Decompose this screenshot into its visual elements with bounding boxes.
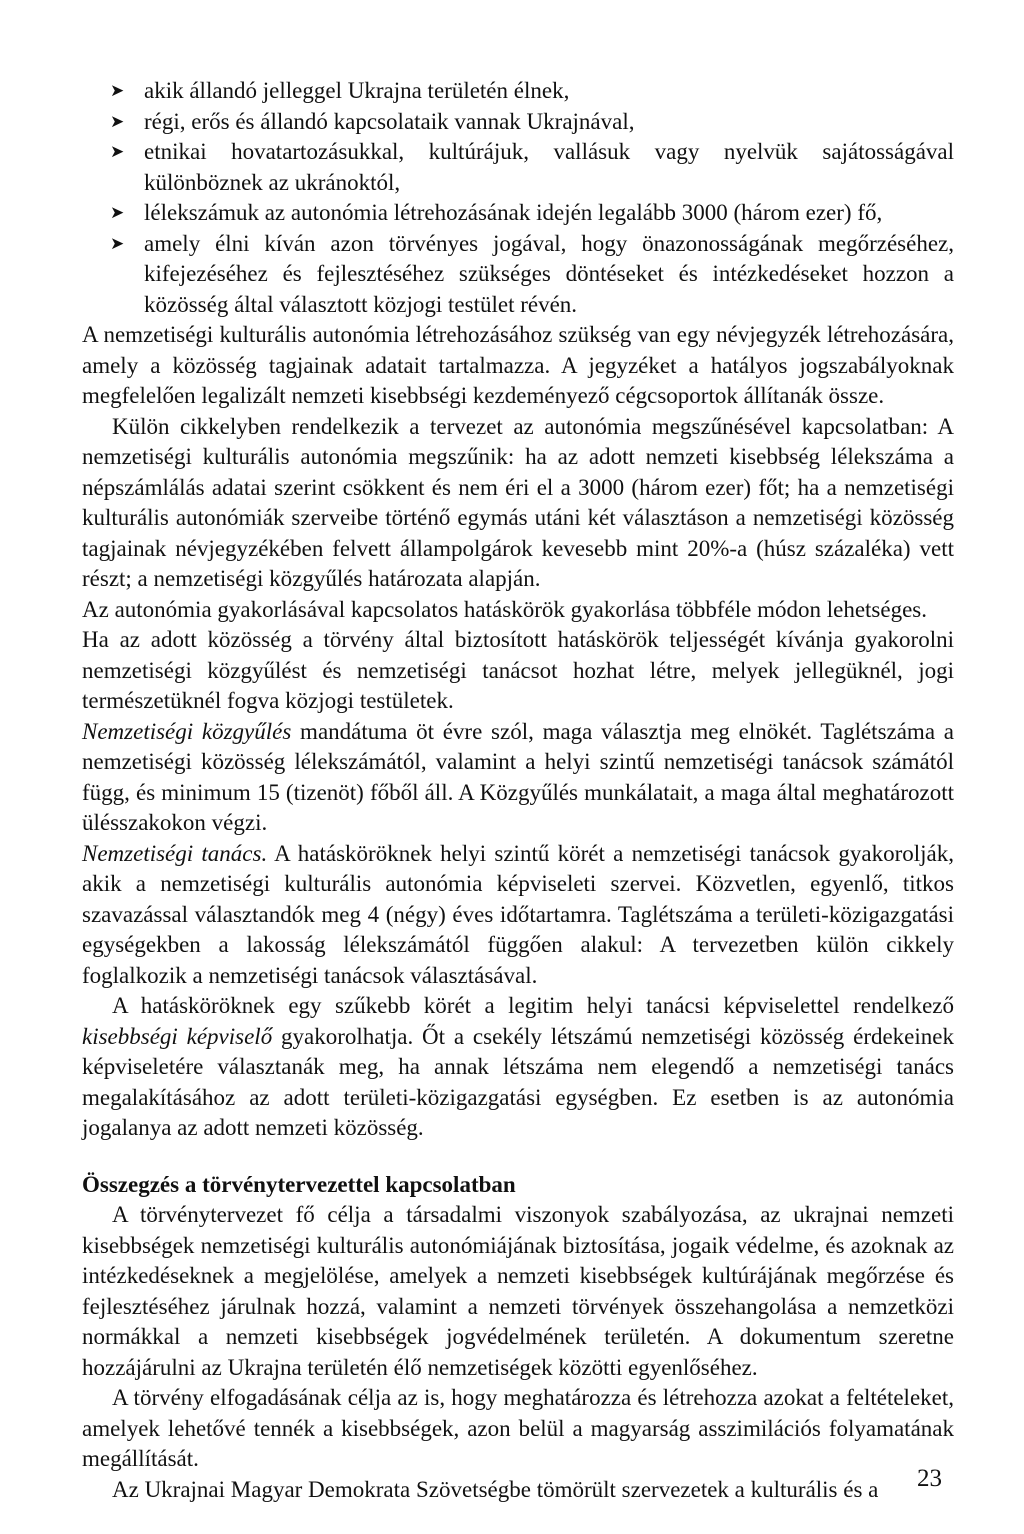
list-item [82,198,954,229]
paragraph-competences: Az autonómia gyakorlásával kapcsolatos hatáskörök gyakorlása többféle módon lehetséges. [82,596,927,622]
list-item [82,107,954,138]
paragraph-full-competences: Ha az adott közösség a törvény által biztosított hatáskörök teljességét kívánja gyakorolni nemzetiségi közgyűlést és nemzetiségi tanácsot hozhat létre, melyek jellegüknél, jogi természetüknél fogva közjogi testületek. [82,627,954,713]
list-item [82,229,954,321]
section-heading: Összegzés a törvénytervezettel kapcsolatban [82,1171,516,1197]
council-text: A hatásköröknek helyi szintű körét a nemzetiségi tanácsok gyakorolják, akik a nemzetiségi kulturális autonómia képviseleti szervei. Közvetlen, egyenlő, titkos szavazással választandók meg 4 (négy) éves időtartamra. Taglétszáma a területi-közigazgatási egységekben a lakosság lélekszámától függően alakul: A tervezetben külön cikkely foglalkozik a nemzetiségi tanácsok választásával. [82,840,954,988]
assembly-text: mandátuma öt évre szól, maga választja meg elnökét. Taglétszáma a nemzetiségi közösség lélekszámától, valamint a helyi szintű nemzetiségi tanácsok számától függ, és minimum 15 (tizenöt) főből áll. A Közgyűlés munkálatait, a maga által meghatározott ülésszakokon végzi. [82,718,954,835]
arrowhead-right-icon: ➤ [110,203,125,223]
paragraph-representative [82,991,954,1144]
list-item-text: akik állandó jelleggel Ukrajna területén élnek, [144,78,570,103]
list-item-text: lélekszámuk az autonómia létrehozásának idején legalább 3000 (három ezer) fő, [144,200,883,225]
term-assembly: Nemzetiségi közgyűlés [82,718,292,744]
page-body [82,76,954,1505]
list-item [82,137,954,198]
list-item-text: régi, erős és állandó kapcsolataik vannak Ukrajnával, [144,108,635,134]
list-item [82,76,954,107]
paragraph-assembly [82,717,954,839]
paragraph-termination: Külön cikkelyben rendelkezik a tervezet az autonómia megszűnésével kapcsolatban: A nemzetiségi kulturális autonómia megszűnik: ha az adott nemzeti kisebbség lélekszáma a népszámlálás adatai szerint csökkent és nem éri el a 3000 (három ezer) főt; ha a nemzetiségi kulturális autonómiák szerveibe történő egymás utáni két választáson a nemzetiségi közösség tagjainak névjegyzékében felvett állampolgárok kevesebb mint 20%-a (húsz százaléka) vett részt; a nemzetiségi közgyűlés határozata alapján. [82,413,954,591]
list-item-text: etnikai hovatartozásukkal, kultúrájuk, vallásuk vagy nyelvük sajátosságával különböznek az ukránoktól, [144,139,954,195]
term-representative: kisebbségi képviselő [82,1023,273,1049]
paragraph-summary: A törvénytervezet fő célja a társadalmi viszonyok szabályozása, az ukrajnai nemzeti kisebbségek nemzetiségi kulturális autonómiájának biztosítása, jogaik védelme, és azoknak az intézkedéseknek a megjelölése, amelyek a nemzeti kisebbségek kultúrájának megőrzése és fejlesztéséhez járulnak hozzá, valamint a nemzeti törvények összehangolása a nemzetközi normákkal a nemzeti kisebbségek jogvédelmének területén. A dokumentum szeretne hozzájárulni az Ukrajna területén élő nemzetiségek közötti egyenlőséhez. [82,1202,954,1380]
criteria-list [82,76,954,320]
arrowhead-right-icon: ➤ [110,111,125,132]
list-item-text: amely élni kíván azon törvényes jogával, hogy önazonosságának megőrzéséhez, kifejezéséhez és fejlesztéséhez szükséges döntéseket és intézkedéseket hozzon a közösség által választott közjogi testület révén. [144,230,954,317]
page-number: 23 [917,1465,942,1492]
representative-text-b: gyakorolhatja. Őt a csekély létszámú nemzetiségi közösség érdekeinek képviseletére választanák meg, ha annak létszáma nem elegendő a nemzetiségi tanács megalakításához az adott területi-közigazgatási egységben. Ez esetben is az autonómia jogalanya az adott nemzeti közösség. [82,1023,954,1140]
paragraph-organisations: Az Ukrajnai Magyar Demokrata Szövetségbe tömörült szervezetek a kulturális és a [112,1476,879,1502]
arrowhead-right-icon: ➤ [110,81,125,101]
term-council: Nemzetiségi tanács. [82,840,268,866]
paragraph-registry: A nemzetiségi kulturális autonómia létrehozásához szükség van egy névjegyzék létrehozására, amely a közösség tagjainak adatait tartalmazza. A jegyzéket a hatályos jogszabályoknak megfelelően legalizált nemzeti kisebbségi kezdeményező cégcsoportok állítanák össze. [82,322,954,408]
representative-text-a: A hatásköröknek egy szűkebb körét a legitim helyi tanácsi képviselettel rendelkező [112,993,954,1018]
paragraph-council [82,839,954,992]
paragraph-law-goal: A törvény elfogadásának célja az is, hogy meghatározza és létrehozza azokat a feltételeket, amelyek lehetővé tennék a kisebbségek, azon belül a magyarság asszimilációs folyamatának megállítását. [82,1385,954,1471]
arrowhead-right-icon: ➤ [110,142,125,162]
arrowhead-right-icon: ➤ [110,233,125,254]
